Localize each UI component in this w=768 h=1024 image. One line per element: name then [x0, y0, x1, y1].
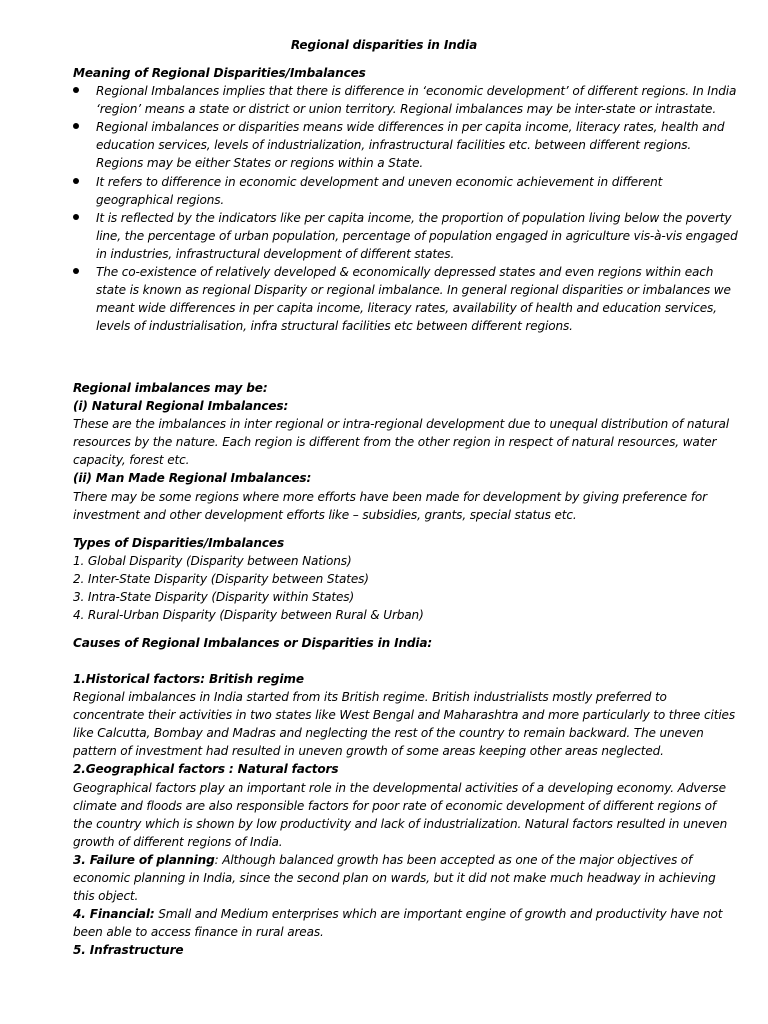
types-section	[73, 534, 739, 624]
list-item: 1. Global Disparity (Disparity between Nations)	[73, 554, 352, 569]
historical-factors-text: Regional imbalances in India started from its British regime. British industrialists mostly preferred to concentrate their activities in two states like West Bengal and Maharashtra and more particularly to three cities like Calcutta, Bombay and Madras and neglecting the rest of the country to remain backward. The uneven pattern of investment had resulted in uneven growth of some areas keeping other areas neglected.	[73, 690, 735, 759]
list-item: 4. Rural-Urban Disparity (Disparity between Rural & Urban)	[73, 608, 424, 623]
geographical-factors-heading: 2.Geographical factors : Natural factors	[73, 762, 339, 777]
bullet-icon	[73, 178, 79, 184]
list-item	[73, 263, 739, 335]
failure-of-planning-label: 3. Failure of planning	[73, 852, 215, 867]
financial-text: Small and Medium enterprises which are important engine of growth and productivity have not been able to access finance in rural areas.	[73, 907, 723, 940]
types-heading: Types of Disparities/Imbalances	[73, 536, 284, 550]
list-item	[73, 209, 739, 263]
bullet-icon	[73, 214, 79, 220]
may-be-heading: Regional imbalances may be:	[73, 381, 268, 395]
meaning-section	[73, 64, 739, 335]
bullet-icon	[73, 268, 79, 274]
failure-of-planning-paragraph	[73, 851, 739, 905]
causes-heading: Causes of Regional Imbalances or Disparities in India:	[73, 636, 433, 650]
natural-imbalances-heading: (i) Natural Regional Imbalances:	[73, 399, 289, 414]
meaning-heading: Meaning of Regional Disparities/Imbalances	[73, 66, 366, 80]
causes-heading-block	[73, 634, 739, 652]
may-be-section	[73, 379, 739, 524]
bullet-text: The co-existence of relatively developed & economically depressed states and even regions within each state is known as regional Disparity or regional imbalance. In general regional disparities or imbalances we meant wide differences in per capita income, literacy rates, availability of health and education services, levels of industrialisation, infra structural facilities etc between different regions.	[96, 265, 731, 334]
bullet-icon	[73, 87, 79, 93]
geographical-factors-text: Geographical factors play an important role in the developmental activities of a developing economy. Adverse climate and floods are also responsible factors for poor rate of economic development of different regions of the country which is shown by low productivity and lack of industrialization. Natural factors resulted in uneven growth of different regions of India.	[73, 780, 728, 849]
list-item	[73, 82, 739, 118]
manmade-imbalances-text: There may be some regions where more efforts have been made for development by giving preference for investment and other development efforts like – subsidies, grants, special status etc.	[73, 489, 707, 522]
bullet-icon	[73, 123, 79, 129]
failure-of-planning-text: : Although balanced growth has been accepted as one of the major objectives of economic planning in India, since the second plan on wards, but it did not make much headway in achieving this object.	[73, 852, 716, 904]
list-item	[73, 118, 739, 172]
bullet-text: It refers to difference in economic development and uneven economic achievement in different geographical regions.	[96, 174, 663, 207]
list-item: 3. Intra-State Disparity (Disparity within States)	[73, 590, 355, 605]
bullet-text: Regional Imbalances implies that there is difference in ‘economic development’ of different regions. In India ‘region’ means a state or district or union territory. Regional imbalances may be inter-state or intrastate.	[96, 84, 737, 117]
bullet-text: Regional imbalances or disparities means wide differences in per capita income, literacy rates, health and education services, levels of industrialization, infrastructural facilities etc. between different regions. Regions may be either States or regions within a State.	[96, 120, 725, 171]
causes-section	[73, 670, 739, 960]
infrastructure-heading: 5. Infrastructure	[73, 943, 184, 958]
manmade-imbalances-heading: (ii) Man Made Regional Imbalances:	[73, 471, 312, 486]
meaning-bullet-list	[73, 82, 739, 335]
natural-imbalances-text: These are the imbalances in inter regional or intra-regional development due to unequal distribution of natural resources by the nature. Each region is different from the other region in respect of natural resources, water capacity, forest etc.	[73, 417, 730, 468]
financial-label: 4. Financial:	[73, 907, 155, 922]
financial-paragraph	[73, 905, 739, 941]
document-title: Regional disparities in India	[290, 38, 478, 52]
list-item: 2. Inter-State Disparity (Disparity between States)	[73, 572, 369, 587]
list-item	[73, 173, 739, 209]
historical-factors-heading: 1.Historical factors: British regime	[73, 672, 304, 686]
bullet-text: It is reflected by the indicators like per capita income, the proportion of population living below the poverty line, the percentage of urban population, percentage of population engaged in agriculture vis-à-vis engaged in industries, infrastructural development of different states.	[96, 210, 738, 261]
